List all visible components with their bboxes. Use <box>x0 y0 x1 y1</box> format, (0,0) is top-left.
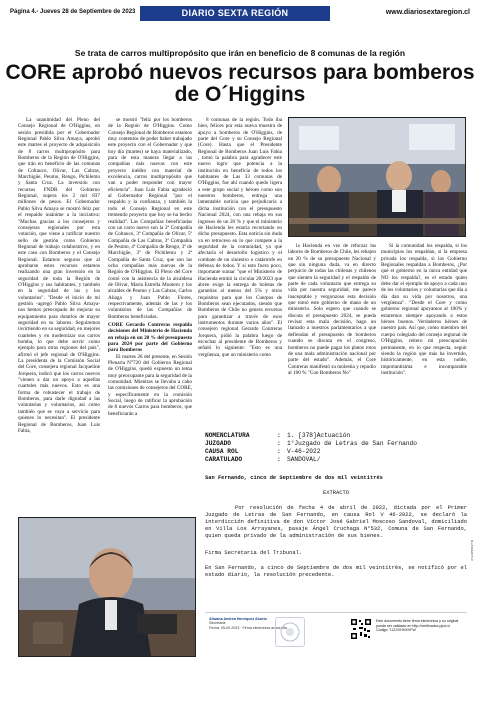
article-text: El martes 26 del presente, en Sesión Plenaria N°720 del Gobierno Regional de O'Higgins, quedó expuesto un tema muy preocupante para la seguridad de la comunidad. Mientras se llevaba a cabo las comisiones de consejeros del CORE, y específicamente en la comisión Social, luego de ratificar la aprobación de 8 nuevos Carros para bomberos, que beneficiarán a <box>108 353 192 417</box>
council-photo-image <box>289 118 465 236</box>
court-value: 1. [378]Actuación <box>287 432 351 439</box>
court-row: CAUSA ROL : V-46-2022 <box>205 448 470 456</box>
court-value: SANDOVAL/ <box>287 456 321 463</box>
signer-name: Aliwana Andrea Henríquez Aburto <box>209 617 267 621</box>
court-key: JUZGADO <box>205 440 231 447</box>
court-row: NOMENCLATURA : 1. [378]Actuación <box>205 432 470 440</box>
article-text: Si la comunidad los respalda, si los municipios los respaldan, si la empresa privada los respalda, si los Gobierno Regionales respaldan a Bomberos, ¿Por qué el gobierno en la única entidad que NO los respalda?, es el estado quien debe dar el ejemplo de apoyo a cada uno de los voluntarios y voluntarias que día a día dan su vida por nosotros, una vergüenza". "Desde el Core y como gobierno regional apoyamos al 100% y estaremos siempre apoyando a estos héroes buenos. Verdaderos héroes de nuestro país. Así que, como miembro del cuerpo colegiado del consejo regional de O'Higgins, reitero mi preocupación permanente, en lo que respecta, seguir siendo la región que más ha invertido, históricamente, en esta noble, importantísima e incomparable institución". <box>381 243 467 376</box>
court-value: 1°Juzgado de Letras de San Fernando <box>287 440 417 447</box>
article-subhead: Se trata de carros multipropósito que irán en beneficio de 8 comunas de la región <box>74 48 406 58</box>
article-text: se mostró "feliz por los bomberos de la Región de O'Higgins. Como Consejo Regional de Bomberos estamos muy contentos de poder haber trabajado este proyecto con el Gobernador y que hoy día (martes) se haya materializado, para de esta manera llegar a las compañías más nuevas con este proyecto inédito con material de excelencia, carros multipropósito que van a poder responder con mayor eficiencia". Juan Luis Fabia agradeció al Gobernador Regional "por el respaldo y la confianza, y también la todo el Consejo Regional en este tremendo proyecto que hoy se ha hecho realidad". Las Compañías beneficiadas con un carro nuevo son la 2ª Compañía de Coltauco, 3ª Compañía de Olivar, 5ª Compañía de Las Cabras, 3ª Compañía de Peumo, 4ª Compañía de Rengo, 3ª de Marchigüe, 3ª de Pichilemu y 2ª Compañía de Santa Cruz, que son las ocho compañías más nuevas de la Región de O'Higgins. El Pleno del Core contó con la asistencia de la alcaldesa de Olivar, María Estrella Montero y los alcaldes de Peumo y Las Cabras, Carlos Aliaga y Juan Pablo Flores, respectivamente, además de las y los voluntarios de las Compañías de Bomberos beneficiadas. <box>108 117 192 320</box>
court-row: JUZGADO : 1°Juzgado de Letras de San Fernando <box>205 440 470 448</box>
verification-code: Código: TJZXXHHXVFW <box>376 628 416 633</box>
newspaper-brand: DIARIO SEXTA REGIÓN <box>140 6 330 21</box>
court-key: CARATULADO <box>205 456 243 463</box>
verification-block <box>376 619 466 633</box>
signer-note: Fecha: 05-09-2023 · Firma electrónica avanzada <box>209 625 287 630</box>
article-column-2 <box>108 117 192 512</box>
court-extract <box>205 475 467 579</box>
council-photo <box>288 117 466 237</box>
article-callout: CORE Gerardo Contreras respalda decisiones del Ministerio de Hacienda en rebaja en un 20 % del presupuesto para 2024 por parte del Gobierno para Bomberos <box>108 322 192 354</box>
court-key: NOMENCLATURA <box>205 432 250 439</box>
extract-body: Por resolución de fecha 4 de abril de 2022, dictada por el Primer Juzgado de Letras de San Fernando, en causa Rol V 46-2022, se declaró la interdicción definitiva de don Víctor José Gabriel Moscoso Sandoval, domiciliado en Villa Los Arrayanes, pasaje Ángel Cruchaga N°532, Comuna de San Fernando, quien queda privado de la administración de sus bienes. <box>205 505 467 539</box>
article-headline: CORE aprobó nuevos recursos para bomberos de O´Higgins <box>5 61 475 106</box>
website-link[interactable]: www.diariosextaregion.cl <box>385 9 470 16</box>
page-header <box>10 6 470 22</box>
signer-role: Secretaria <box>209 621 226 626</box>
article-column-1 <box>18 117 100 512</box>
page-date-label: Página 4.- Jueves 28 de Septiembre de 2023 <box>10 9 136 15</box>
court-key: CAUSA ROL <box>205 448 239 455</box>
councilor-photo <box>18 517 196 657</box>
seal-icon <box>275 617 305 647</box>
court-value: V-46-2022 <box>287 448 321 455</box>
article-column-4 <box>288 243 376 428</box>
councilor-photo-image <box>19 518 195 656</box>
notification-text: En San Fernando, a cinco de Septiembre de dos mil veintitrés, se notificó por el estado diario, la resolución precedente. <box>205 565 467 578</box>
electronic-signature-box <box>205 612 467 651</box>
article-text: 8 comunas de la región. Todo iba bien, felices por esta nueva muestra de apoyo a bomberos de O'Higgins, de parte del Gore y su Consejo Regional (Core). Hasta que el Presidente Regional de Bomberos Juan Luis Fabia , tomó la palabra para agradecer este nuevo logro que potencia a la institución en beneficio de todos los habitantes de Las 33 comunas de O'Higgins, fue ahí cuando quedo ligera a este grupo social y héroes como son nuestros bomberos, entrega una lamentable noticia que perjudicaría a dicha institución con el presupuesto Nacional 2024, con una rebaja en sus ingresos de un 20 % y que el ministerio de Hacienda les estaría recortando en dicho presupuesto. Esta noticia sin duda va en retroceso en lo que compete a la seguridad de la comunidad, ya que afectaría el desarrollo logístico y el combate de un siniestro o catástrofe en defensa de todos. Y si esto fuera poco, importante sumar "que el Ministerio de Hacienda emitió la circular 20/2023 que abren exige la entrega de boletas de garantías al menos del 5% y otros requisitos para que los Cuerpos de Bomberos sean ejecutados, siendo que Bomberos de Chile no genera recursos para garantizar a través de esos instrumentos durante varios años". El consejero regional Gerardo Contreras Jorquera, pidió la palabra luego de escuchar al presidente de Bomberos y señaló lo siguiente: "Esto es una vergüenza, que un ministerio como <box>198 117 282 358</box>
court-header-table <box>205 432 470 464</box>
article-text: La unanimidad del Pleno del Consejo Regional de O'Higgins, en sesión presidida por el Gobernador Regional Pablo Silva Amaya, aprobó este martes el proyecto de adquisición de 8 carros multipropósito para Bomberos de la Región de O'Higgins, que irán en beneficio de las comunas de Coltauco, Olivar, Las Cabras, Marchigüe, Peumo, Rengo, Pichilemu y Santa Cruz. La inversión con recursos FNDR del Gobierno Regional, supera los 2 mil 837 millones de pesos. El Gobernador Pablo Silva Amaya se mostró feliz por el respaldo unánime a la iniciativa: "Muchas gracias a los consejeros y consejeras regionales por esta votación, que viene a ratificar nuestro sello de gestión como Gobierno Regional de trabajo colaborativo, y en este caso con Bomberos y el Consejo Regional. Estamos seguros que al aprobarse estos recursos estamos realizando una gran inversión en la seguridad de toda la Región de O'Higgins y sus habitantes, y también en la seguridad de las y los voluntarios". "Desde el inicio de mi gestión -agregó Pablo Silva Amaya- nos hemos preocupado de mejorar su equipamiento para dotarlos de mayor seguridad en su labores. Seguiremos invirtiendo en su seguridad, en mejores cuarteles y en modernizar sus carros bomba, lo que debe servir como ejemplo para otras regiones del país", afirmó el jefe regional de O'Higgins. La presidenta de la Comisión Social del Core, consejera regional Jacqueline Jorquera, indicó que los carros nuevos "vienen a dar un apoyo a aquellas cuarteles más nuevos. Esto es una forma de robustecer el trabajo de Bomberos, para darle dignidad a las voluntarias y voluntarios, así como también que se vaya a servicio para quienes lo necesitan". El presidente Regional de Bomberos, Juan Luis Fabia, <box>18 117 100 434</box>
court-row: CARATULADO : SANDOVAL/ <box>205 456 470 464</box>
qr-code-icon[interactable] <box>350 618 372 640</box>
court-place-date: San Fernando, cinco de Septiembre de dos mil veintitrés <box>205 475 383 481</box>
article-column-3 <box>198 117 282 432</box>
signature-line: Firma Secretaria del Tribunal. <box>205 550 303 556</box>
extract-title: EXTRACTO <box>323 490 349 496</box>
verification-text: Este documento tiene firma electrónica y su original puede ser validado en http://verificadoc.pjud.cl <box>376 619 459 628</box>
article-text: la Hacienda en vez de reforzar las labores de Bomberos de Chile, les rebajen un 20 % de su presupuesto Nacional y que sin ninguna duda, va en directo perjuicio de todas las chilenas y chilenos que sienten la seguridad y el respaldo de parte de cada voluntario que entrega su vida por nuestra seguridad, me parece inaceptable y vergonzoso esta decisión que tomó este gobierno de mano de un ministerio. Solo espero que cuando se discuta el presupuesto 2024, se pueda revisar esta mala decisión, hago un llamado a nuestros parlamentarios a que defiendan el presupuesto de bomberos cuando se discuta en el congreso, bomberos no puede pagar los platos rotos de una mala administración nacional por parte del estado". Además, el Core Contreras manifestó su molestia y repudio al 100 % "Con Bomberos No" <box>288 243 376 376</box>
article-column-5 <box>381 243 467 428</box>
side-document-code: XYZXHHXVFW <box>471 540 475 562</box>
